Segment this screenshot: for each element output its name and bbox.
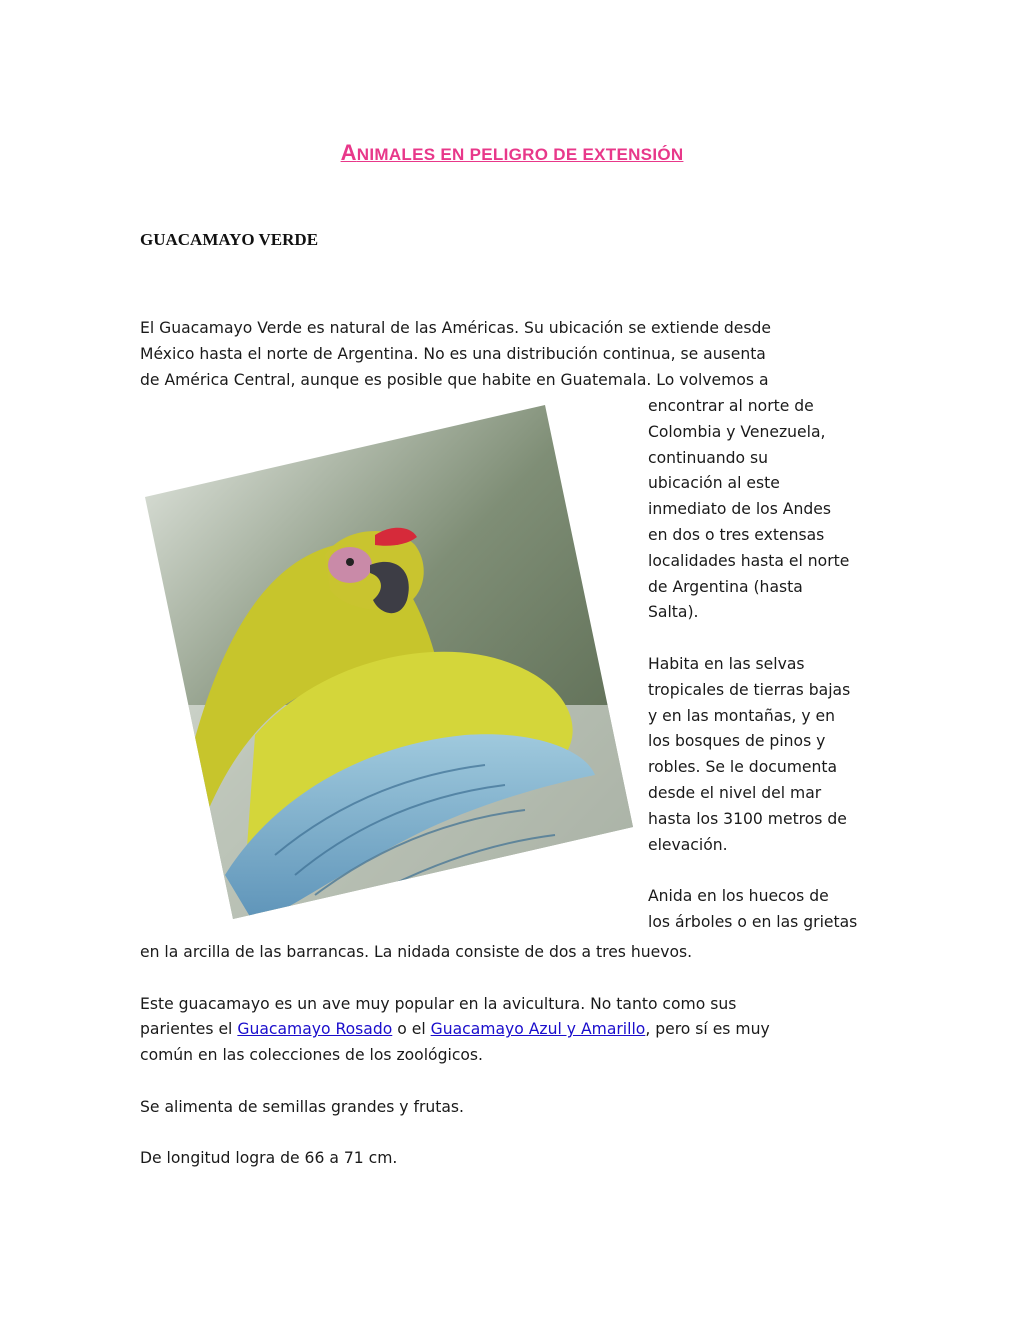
section-heading: GUACAMAYO VERDE — [140, 230, 319, 249]
main-body — [140, 940, 900, 1198]
nesting-paragraph — [140, 940, 900, 966]
text-line: Se alimenta de semillas grandes y frutas. — [140, 1097, 464, 1116]
text-line: desde el nivel del mar — [648, 783, 822, 802]
text-line: El Guacamayo Verde es natural de las Américas. Su ubicación se extiende desde — [140, 319, 772, 337]
text-line: en dos o tres extensas — [648, 525, 825, 544]
text-line: parientes el Guacamayo Rosado o el Guacamayo Azul y Amarillo, pero sí es muy — [140, 1020, 770, 1039]
intro-paragraph — [140, 316, 900, 393]
link-guacamayo-azul-amarillo[interactable]: Guacamayo Azul y Amarillo — [430, 1020, 646, 1039]
text-line: tropicales de tierras bajas — [648, 680, 851, 699]
link-guacamayo-rosado[interactable]: Guacamayo Rosado — [237, 1020, 393, 1039]
text-line: México hasta el norte de Argentina. No es una distribución continua, se ausenta — [140, 344, 766, 363]
text-line: localidades hasta el norte — [648, 551, 850, 570]
paragraph-gap — [648, 626, 898, 652]
text-line: continuando su — [648, 448, 769, 467]
text-line: Anida en los huecos de — [648, 887, 829, 906]
text-line: Colombia y Venezuela, — [648, 422, 826, 441]
diet-paragraph — [140, 1095, 900, 1121]
text-line: hasta los 3100 metros de — [648, 809, 847, 828]
text-line: de América Central, aunque es posible que habite en Guatemala. Lo volvemos a — [140, 370, 769, 389]
text-line: elevación. — [648, 835, 728, 854]
text-line: en la arcilla de las barrancas. La nidada consiste de dos a tres huevos. — [140, 943, 693, 961]
text-line: ubicación al este — [648, 474, 780, 493]
page-title: ANIMALES EN PELIGRO DE EXTENSIÓN — [340, 140, 684, 165]
text-line: Habita en las selvas — [648, 654, 805, 673]
popularity-paragraph — [140, 992, 900, 1069]
text-line: de Argentina (hasta — [648, 577, 803, 596]
text-line: y en las montañas, y en — [648, 706, 836, 725]
text-line: encontrar al norte de — [648, 397, 814, 415]
text-line: inmediato de los Andes — [648, 500, 831, 519]
text-line: robles. Se le documenta — [648, 758, 838, 777]
text-line: Este guacamayo es un ave muy popular en la avicultura. No tanto como sus — [140, 994, 737, 1013]
text-line: De longitud logra de 66 a 71 cm. — [140, 1149, 398, 1168]
paragraph-gap — [648, 858, 898, 884]
macaw-photo — [145, 405, 645, 925]
text-line: los bosques de pinos y — [648, 732, 826, 751]
side-paragraphs — [648, 394, 898, 936]
length-paragraph — [140, 1146, 900, 1172]
text-line: los árboles o en las grietas — [648, 912, 858, 931]
text-line: común en las colecciones de los zoológicos. — [140, 1046, 484, 1065]
text-line: Salta). — [648, 603, 699, 622]
